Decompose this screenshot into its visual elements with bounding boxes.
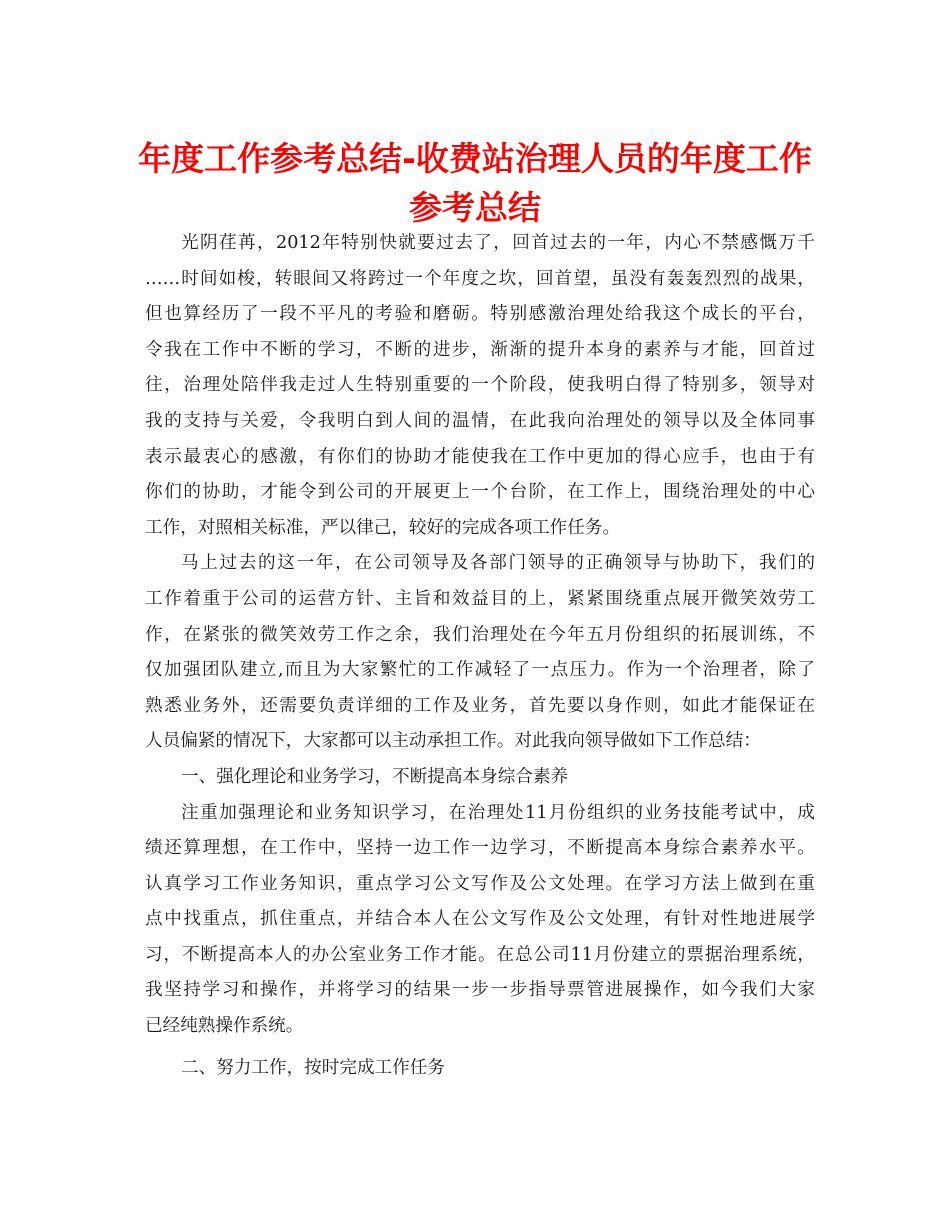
document-body	[145, 226, 815, 1086]
paragraph-line: 已经纯熟操作系统。	[145, 1016, 304, 1037]
paragraph-line: 但也算经历了一段不平凡的考验和磨砺。特别感激治理处给我这个成长的平台，	[145, 304, 815, 325]
document-title-line-2: 参考总结	[409, 188, 541, 227]
document-title-line-1: 年度工作参考总结-收费站治理人员的年度工作	[138, 139, 812, 178]
section-heading: 一、强化理论和业务学习，不断提高本身综合素养	[181, 766, 569, 787]
paragraph-line: 表示最衷心的感激，有你们的协助才能使我在工作中更加的得心应手，也由于有	[145, 446, 815, 467]
paragraph-line: 作，在紧张的微笑效劳工作之余，我们治理处在今年五月份组织的拓展训练，不	[145, 624, 815, 645]
section-heading: 二、努力工作，按时完成工作任务	[181, 1057, 445, 1078]
paragraph-line: 往，治理处陪伴我走过人生特别重要的一个阶段，使我明白得了特别多，领导对	[145, 375, 815, 396]
paragraph-line: 点中找重点，抓住重点，并结合本人在公文写作及公文处理，有针对性地进展学	[145, 909, 815, 930]
paragraph-line: 仅加强团队建立,而且为大家繁忙的工作减轻了一点压力。作为一个治理者，除了	[145, 660, 815, 681]
paragraph-line: ……时间如梭，转眼间又将跨过一个年度之坎，回首望，虽没有轰轰烈烈的战果，	[145, 268, 815, 289]
paragraph-line: 习，不断提高本人的办公室业务工作才能。在总公司11月份建立的票据治理系统，	[145, 944, 815, 965]
paragraph-line: 工作着重于公司的运营方针、主旨和效益目的上，紧紧围绕重点展开微笑效劳工	[145, 588, 815, 609]
paragraph-line: 我坚持学习和操作，并将学习的结果一步一步指导票管进展操作，如今我们大家	[145, 980, 815, 1001]
paragraph-line: 我的支持与关爱，令我明白到人间的温情，在此我向治理处的领导以及全体同事	[145, 410, 815, 431]
paragraph-line: 工作，对照相关标准，严以律己，较好的完成各项工作任务。	[145, 517, 621, 538]
paragraph-line: 绩还算理想，在工作中，坚持一边工作一边学习，不断提高本身综合素养水平。	[145, 838, 815, 859]
paragraph-line: 你们的协助，才能令到公司的开展更上一个台阶，在工作上，围绕治理处的中心	[145, 482, 815, 503]
paragraph-line: 令我在工作中不断的学习，不断的进步，渐渐的提升本身的素养与才能，回首过	[145, 339, 815, 360]
paragraph-line: 光阴荏苒，2012年特别快就要过去了，回首过去的一年，内心不禁感慨万千	[181, 233, 815, 253]
paragraph-line: 熟悉业务外，还需要负责详细的工作及业务，首先要以身作则，如此才能保证在	[145, 695, 815, 716]
paragraph-line: 马上过去的这一年，在公司领导及各部门领导的正确领导与协助下，我们的	[181, 553, 815, 574]
paragraph-line: 人员偏紧的情况下，大家都可以主动承担工作。对此我向领导做如下工作总结：	[145, 731, 761, 752]
paragraph-line: 注重加强理论和业务知识学习，在治理处11月份组织的业务技能考试中，成	[181, 802, 815, 823]
paragraph-line: 认真学习工作业务知识，重点学习公文写作及公文处理。在学习方法上做到在重	[145, 873, 815, 894]
